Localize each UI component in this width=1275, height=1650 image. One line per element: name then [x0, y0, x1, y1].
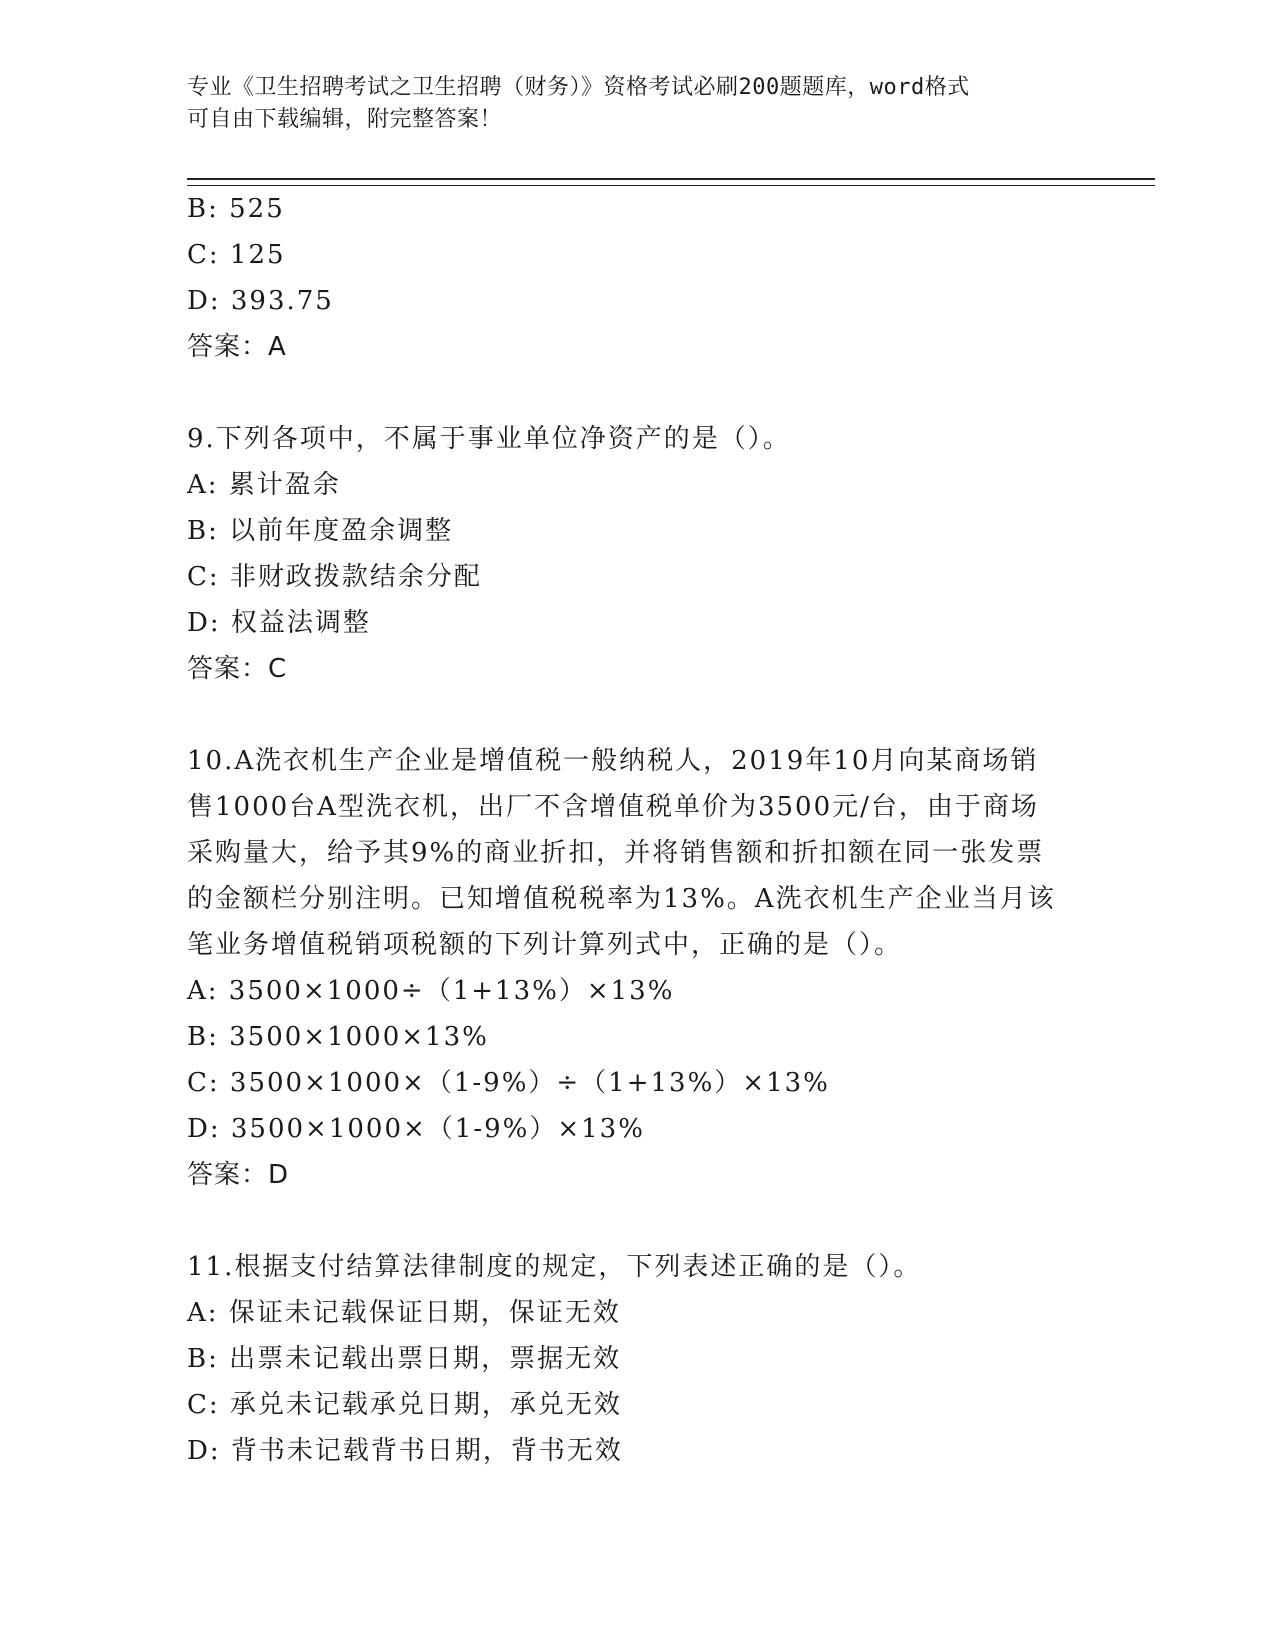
- option-a: A: 保证未记载保证日期，保证无效: [187, 1298, 621, 1328]
- option-b: B: 3500×1000×13%: [187, 1022, 489, 1052]
- question-stem-line: 的金额栏分别注明。已知增值税税率为13%。A洗衣机生产企业当月该: [187, 884, 1056, 914]
- option-a: A: 3500×1000÷（1+13%）×13%: [187, 976, 675, 1006]
- spacer: [187, 370, 1087, 416]
- question-9: [187, 416, 1087, 692]
- spacer: [187, 1198, 1087, 1244]
- option-d: D: 393.75: [187, 286, 334, 316]
- option-c: C: 承兑未记载承兑日期，承兑无效: [187, 1390, 622, 1420]
- question-stem: 11.根据支付结算法律制度的规定，下列表述正确的是（）。: [187, 1252, 922, 1282]
- spacer: [187, 692, 1087, 738]
- option-d: D: 背书未记载背书日期，背书无效: [187, 1436, 623, 1466]
- option-c: C: 3500×1000×（1-9%）÷（1+13%）×13%: [187, 1068, 830, 1098]
- question-stem-line: 售1000台A型洗衣机，出厂不含增值税单价为3500元/台，由于商场: [187, 792, 1039, 822]
- question-8: [187, 186, 1087, 370]
- page-header: [187, 72, 1067, 136]
- answer-line: 答案：C: [187, 654, 288, 684]
- question-list: [187, 186, 1087, 1474]
- option-a: A: 累计盈余: [187, 470, 341, 500]
- option-c: C: 125: [187, 240, 286, 270]
- header-line-2: 可自由下载编辑，附完整答案！: [187, 107, 503, 132]
- question-stem-line: 10.A洗衣机生产企业是增值税一般纳税人，2019年10月向某商场销: [187, 746, 1039, 776]
- option-b: B: 出票未记载出票日期，票据无效: [187, 1344, 622, 1374]
- option-b: B: 以前年度盈余调整: [187, 516, 454, 546]
- option-c: C: 非财政拨款结余分配: [187, 562, 482, 592]
- question-11: [187, 1244, 1087, 1474]
- option-d: D: 权益法调整: [187, 608, 371, 638]
- question-stem-line: 笔业务增值税销项税额的下列计算列式中，正确的是（）。: [187, 930, 903, 960]
- option-d: D: 3500×1000×（1-9%）×13%: [187, 1114, 645, 1144]
- answer-line: 答案：D: [187, 1160, 290, 1190]
- answer-line: 答案：A: [187, 332, 287, 362]
- option-b: B: 525: [187, 194, 285, 224]
- question-stem: 9.下列各项中，不属于事业单位净资产的是（）。: [187, 424, 791, 454]
- header-line-1: 专业《卫生招聘考试之卫生招聘（财务）》资格考试必刷200题题库，word格式: [187, 75, 970, 100]
- question-stem-line: 采购量大，给予其9%的商业折扣，并将销售额和折扣额在同一张发票: [187, 838, 1045, 868]
- header-divider: [187, 178, 1155, 186]
- question-10: [187, 738, 1087, 1198]
